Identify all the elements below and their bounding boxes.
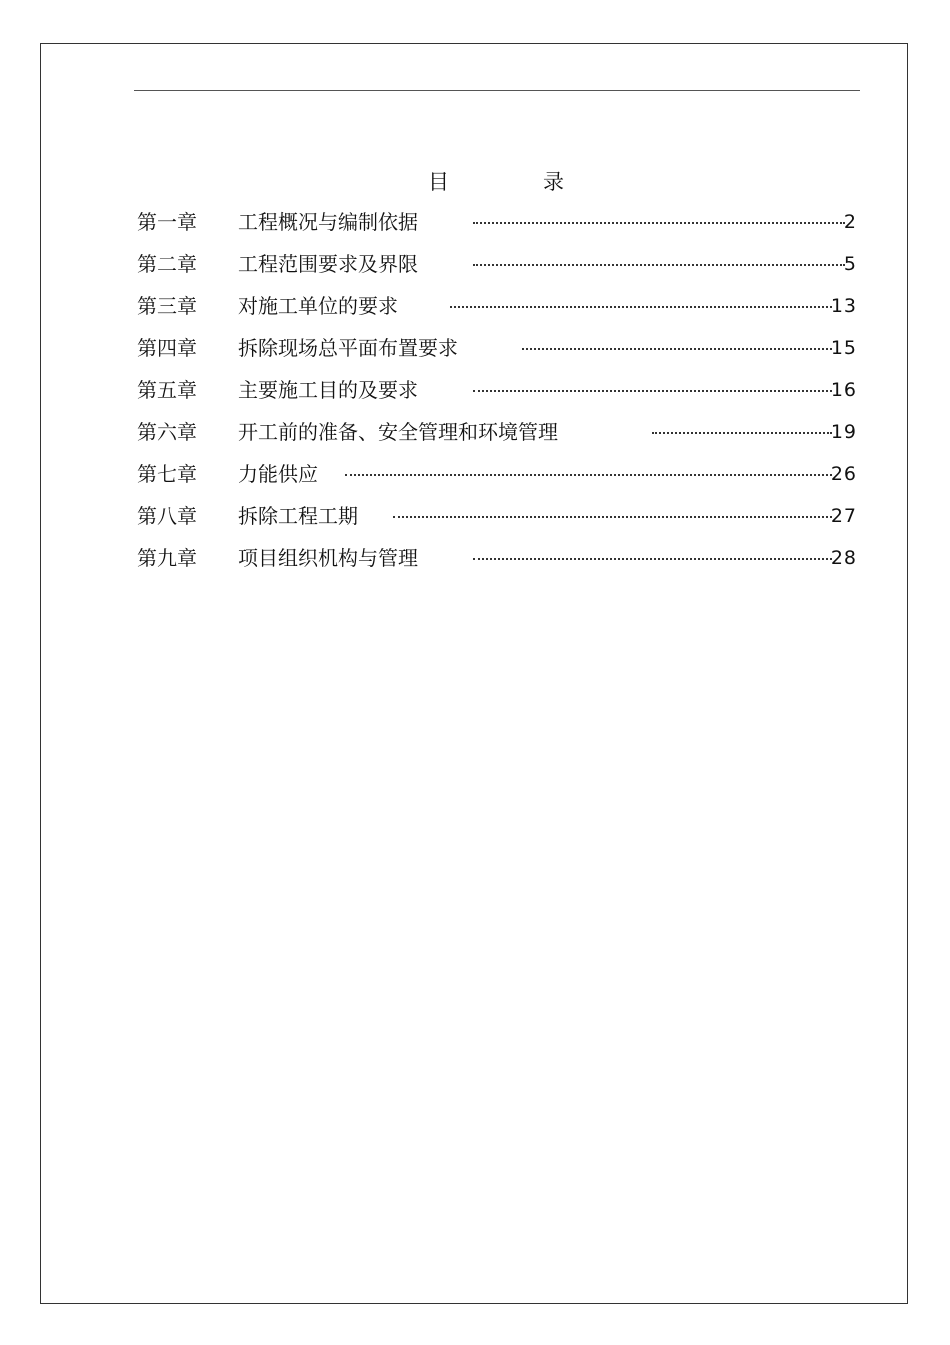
toc-row-9[interactable]	[0, 540, 950, 576]
toc-page-number: 28	[830, 547, 857, 569]
toc-dot-leader	[345, 474, 832, 476]
toc-chapter-label: 第五章	[137, 378, 197, 402]
toc-page-number: 27	[830, 505, 857, 527]
toc-heading-char-2: 录	[543, 170, 564, 194]
toc-dot-leader	[473, 390, 832, 392]
toc-chapter-label: 第二章	[137, 252, 197, 276]
toc-entry-title: 力能供应	[238, 462, 318, 486]
toc-chapter-label: 第七章	[137, 462, 197, 486]
toc-dot-leader	[652, 432, 832, 434]
toc-chapter-label: 第九章	[137, 546, 197, 570]
toc-page-number: 15	[830, 337, 857, 359]
toc-row-7[interactable]	[0, 456, 950, 492]
toc-row-1[interactable]	[0, 204, 950, 240]
toc-dot-leader	[473, 264, 845, 266]
toc-page-number: 16	[830, 379, 857, 401]
toc-row-2[interactable]	[0, 246, 950, 282]
toc-page-number: 2	[843, 211, 857, 233]
toc-entry-title: 对施工单位的要求	[238, 294, 398, 318]
toc-dot-leader	[450, 306, 832, 308]
toc-dot-leader	[473, 222, 845, 224]
toc-page-number: 19	[830, 421, 857, 443]
toc-chapter-label: 第一章	[137, 210, 197, 234]
toc-dot-leader	[473, 558, 832, 560]
toc-heading-char-1: 目	[428, 170, 449, 194]
toc-page-number: 5	[843, 253, 857, 275]
toc-chapter-label: 第四章	[137, 336, 197, 360]
toc-entry-title: 工程概况与编制依据	[238, 210, 418, 234]
toc-row-4[interactable]	[0, 330, 950, 366]
toc-entry-title: 工程范围要求及界限	[238, 252, 418, 276]
toc-row-5[interactable]	[0, 372, 950, 408]
toc-chapter-label: 第六章	[137, 420, 197, 444]
toc-heading	[0, 166, 950, 196]
toc-entry-title: 主要施工目的及要求	[238, 378, 418, 402]
toc-page-number: 26	[830, 463, 857, 485]
toc-row-8[interactable]	[0, 498, 950, 534]
toc-dot-leader	[393, 516, 832, 518]
toc-dot-leader	[522, 348, 832, 350]
toc-row-3[interactable]	[0, 288, 950, 324]
toc-entry-title: 拆除现场总平面布置要求	[238, 336, 458, 360]
toc-entry-title: 开工前的准备、安全管理和环境管理	[238, 420, 558, 444]
toc-chapter-label: 第八章	[137, 504, 197, 528]
toc-page-number: 13	[830, 295, 857, 317]
toc-chapter-label: 第三章	[137, 294, 197, 318]
toc-row-6[interactable]	[0, 414, 950, 450]
toc-entry-title: 项目组织机构与管理	[238, 546, 418, 570]
toc-entry-title: 拆除工程工期	[238, 504, 358, 528]
header-rule	[134, 90, 860, 91]
